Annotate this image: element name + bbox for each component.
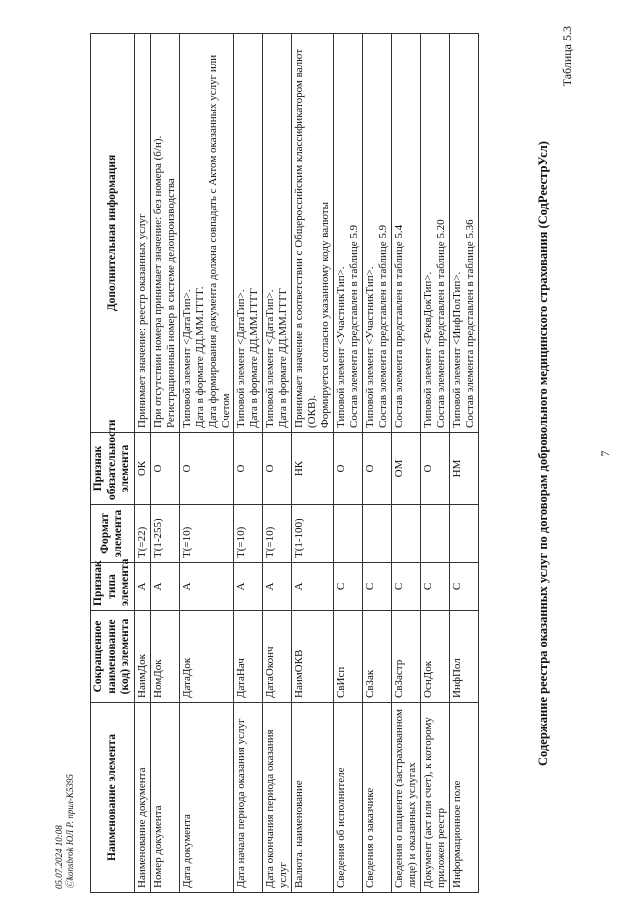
element-name-cell: Наименование документа bbox=[134, 703, 150, 893]
element-type-cell: А bbox=[234, 563, 263, 611]
element-type-cell: А bbox=[292, 563, 334, 611]
element-info-cell bbox=[134, 34, 150, 433]
element-type-cell: А bbox=[150, 563, 179, 611]
element-code-cell: ДатаНач bbox=[234, 611, 263, 703]
table-row bbox=[334, 34, 363, 893]
element-info-cell bbox=[179, 34, 234, 433]
info-line: При отсутствии номера принимает значение: без номера (б/н). bbox=[151, 135, 164, 428]
element-type-cell: А bbox=[263, 563, 292, 611]
page-number: 7 bbox=[598, 450, 612, 457]
element-required-cell: О bbox=[234, 433, 263, 505]
info-line: Состав элемента представлен в таблице 5.36 bbox=[463, 219, 476, 428]
element-code-cell: НаимДок bbox=[134, 611, 150, 703]
element-type-cell: С bbox=[450, 563, 479, 611]
element-format-cell bbox=[450, 505, 479, 563]
info-line: Состав элемента представлен в таблице 5.9 bbox=[348, 224, 361, 428]
element-format-cell: Т(=22) bbox=[134, 505, 150, 563]
info-line: Типовой элемент <УчастникТип>. bbox=[364, 266, 377, 428]
element-name-cell: Сведения об исполнителе bbox=[334, 703, 363, 893]
element-required-cell: ОМ bbox=[392, 433, 421, 505]
element-code-cell: СвЗастр bbox=[392, 611, 421, 703]
info-line: Формируется согласно указанному коду валюты bbox=[319, 202, 332, 428]
element-info-cell bbox=[363, 34, 392, 433]
element-code-cell: ДатаДок bbox=[179, 611, 234, 703]
element-format-cell: Т(=10) bbox=[179, 505, 234, 563]
element-format-cell bbox=[421, 505, 450, 563]
element-required-cell: О bbox=[263, 433, 292, 505]
info-line: Регистрационный номер в системе делопроизводства bbox=[164, 178, 177, 428]
table-row bbox=[134, 34, 150, 893]
table-row bbox=[292, 34, 334, 893]
table-row bbox=[450, 34, 479, 893]
table-row bbox=[421, 34, 450, 893]
element-code-cell: ИнфПол bbox=[450, 611, 479, 703]
info-line: Типовой элемент <УчастникТип>. bbox=[335, 266, 348, 428]
element-required-cell: О bbox=[363, 433, 392, 505]
info-line: Типовой элемент <ДатаТип>. bbox=[264, 289, 277, 428]
table-row bbox=[150, 34, 179, 893]
element-name-cell: Номер документа bbox=[150, 703, 179, 893]
table-row bbox=[363, 34, 392, 893]
element-format-cell bbox=[334, 505, 363, 563]
info-line: Типовой элемент <ДатаТип>. bbox=[180, 289, 193, 428]
column-header: Сокращенное наименование (код) элемента bbox=[91, 611, 135, 703]
column-header: Признак обязательности элемента bbox=[91, 433, 135, 505]
element-format-cell: Т(=10) bbox=[234, 505, 263, 563]
element-type-cell: А bbox=[179, 563, 234, 611]
info-line: Принимает значение: реестр оказанных услуг bbox=[135, 213, 148, 428]
element-info-cell bbox=[150, 34, 179, 433]
element-code-cell: ОснДок bbox=[421, 611, 450, 703]
table-header-row bbox=[91, 34, 135, 893]
stamp-author: Ⓒkonsbrok ЮЛ Р. прил-К5395 bbox=[64, 774, 75, 889]
element-info-cell bbox=[450, 34, 479, 433]
column-header: Формат элемента bbox=[91, 505, 135, 563]
document-title: Содержание реестра оказанных услуг по договорам добровольного медицинского страхования (СодРеестрУсл) bbox=[536, 141, 550, 766]
element-info-cell bbox=[421, 34, 450, 433]
element-required-cell: ОК bbox=[134, 433, 150, 505]
info-line: Принимает значение в соответствии с Общероссийским классификатором валют (ОКВ). bbox=[293, 48, 319, 428]
print-stamp bbox=[54, 774, 76, 889]
column-header: Наименование элемента bbox=[91, 703, 135, 893]
element-format-cell bbox=[392, 505, 421, 563]
table-row bbox=[179, 34, 234, 893]
info-line: Типовой элемент <РеквДокТип>. bbox=[422, 271, 435, 428]
element-code-cell: НомДок bbox=[150, 611, 179, 703]
element-required-cell: НК bbox=[292, 433, 334, 505]
info-line: Состав элемента представлен в таблице 5.4 bbox=[393, 224, 406, 428]
element-format-cell: Т(=10) bbox=[263, 505, 292, 563]
table-row bbox=[263, 34, 292, 893]
table-label: Таблица 5.3 bbox=[560, 26, 574, 87]
table-row bbox=[392, 34, 421, 893]
element-code-cell: ДатаОконч bbox=[263, 611, 292, 703]
info-line: Дата в формате ДД.ММ.ГГГГ bbox=[248, 287, 261, 428]
element-name-cell: Валюта. наименование bbox=[292, 703, 334, 893]
element-required-cell: О bbox=[421, 433, 450, 505]
element-info-cell bbox=[234, 34, 263, 433]
element-name-cell: Сведения о пациенте (застрахованном лице) и оказанных услугах bbox=[392, 703, 421, 893]
element-info-cell bbox=[263, 34, 292, 433]
table-row bbox=[234, 34, 263, 893]
element-name-cell: Сведения о заказчике bbox=[363, 703, 392, 893]
element-required-cell: О bbox=[150, 433, 179, 505]
element-name-cell: Дата документа bbox=[179, 703, 234, 893]
element-format-cell bbox=[363, 505, 392, 563]
element-type-cell: С bbox=[363, 563, 392, 611]
element-info-cell bbox=[292, 34, 334, 433]
info-line: Типовой элемент <ДатаТип>. bbox=[235, 289, 248, 428]
element-required-cell: О bbox=[334, 433, 363, 505]
column-header: Признак типа элемента bbox=[91, 563, 135, 611]
info-line: Состав элемента представлен в таблице 5.20 bbox=[435, 219, 448, 428]
element-type-cell: С bbox=[392, 563, 421, 611]
register-contents-table bbox=[90, 33, 479, 893]
element-name-cell: Дата начала периода оказания услуг bbox=[234, 703, 263, 893]
element-code-cell: СвЗак bbox=[363, 611, 392, 703]
info-line: Дата в формате ДД.ММ.ГГГГ. bbox=[193, 286, 206, 428]
info-line: Типовой элемент <ИнфПолТип>. bbox=[451, 271, 463, 428]
element-type-cell: С bbox=[334, 563, 363, 611]
element-info-cell bbox=[392, 34, 421, 433]
element-required-cell: О bbox=[179, 433, 234, 505]
element-code-cell: НаимОКВ bbox=[292, 611, 334, 703]
element-name-cell: Информационное поле bbox=[450, 703, 479, 893]
element-type-cell: А bbox=[134, 563, 150, 611]
stamp-date: 05.07.2024 10:08 bbox=[54, 825, 64, 889]
element-code-cell: СвИсп bbox=[334, 611, 363, 703]
column-header: Дополнительная информация bbox=[91, 34, 135, 433]
element-info-cell bbox=[334, 34, 363, 433]
element-name-cell: Дата окончания периода оказания услуг bbox=[263, 703, 292, 893]
element-format-cell: Т(1-255) bbox=[150, 505, 179, 563]
element-required-cell: НМ bbox=[450, 433, 479, 505]
info-line: Состав элемента представлен в таблице 5.9 bbox=[377, 224, 390, 428]
info-line: Дата в формате ДД.ММ.ГГГГ bbox=[277, 287, 290, 428]
element-name-cell: Документ (акт или счет), к которому приложен реестр bbox=[421, 703, 450, 893]
info-line: Дата формирования документа должна совпадать с Актом оказанных услуг или Счетом bbox=[206, 54, 232, 428]
element-type-cell: С bbox=[421, 563, 450, 611]
table-body bbox=[134, 34, 478, 893]
element-format-cell: Т(1-100) bbox=[292, 505, 334, 563]
